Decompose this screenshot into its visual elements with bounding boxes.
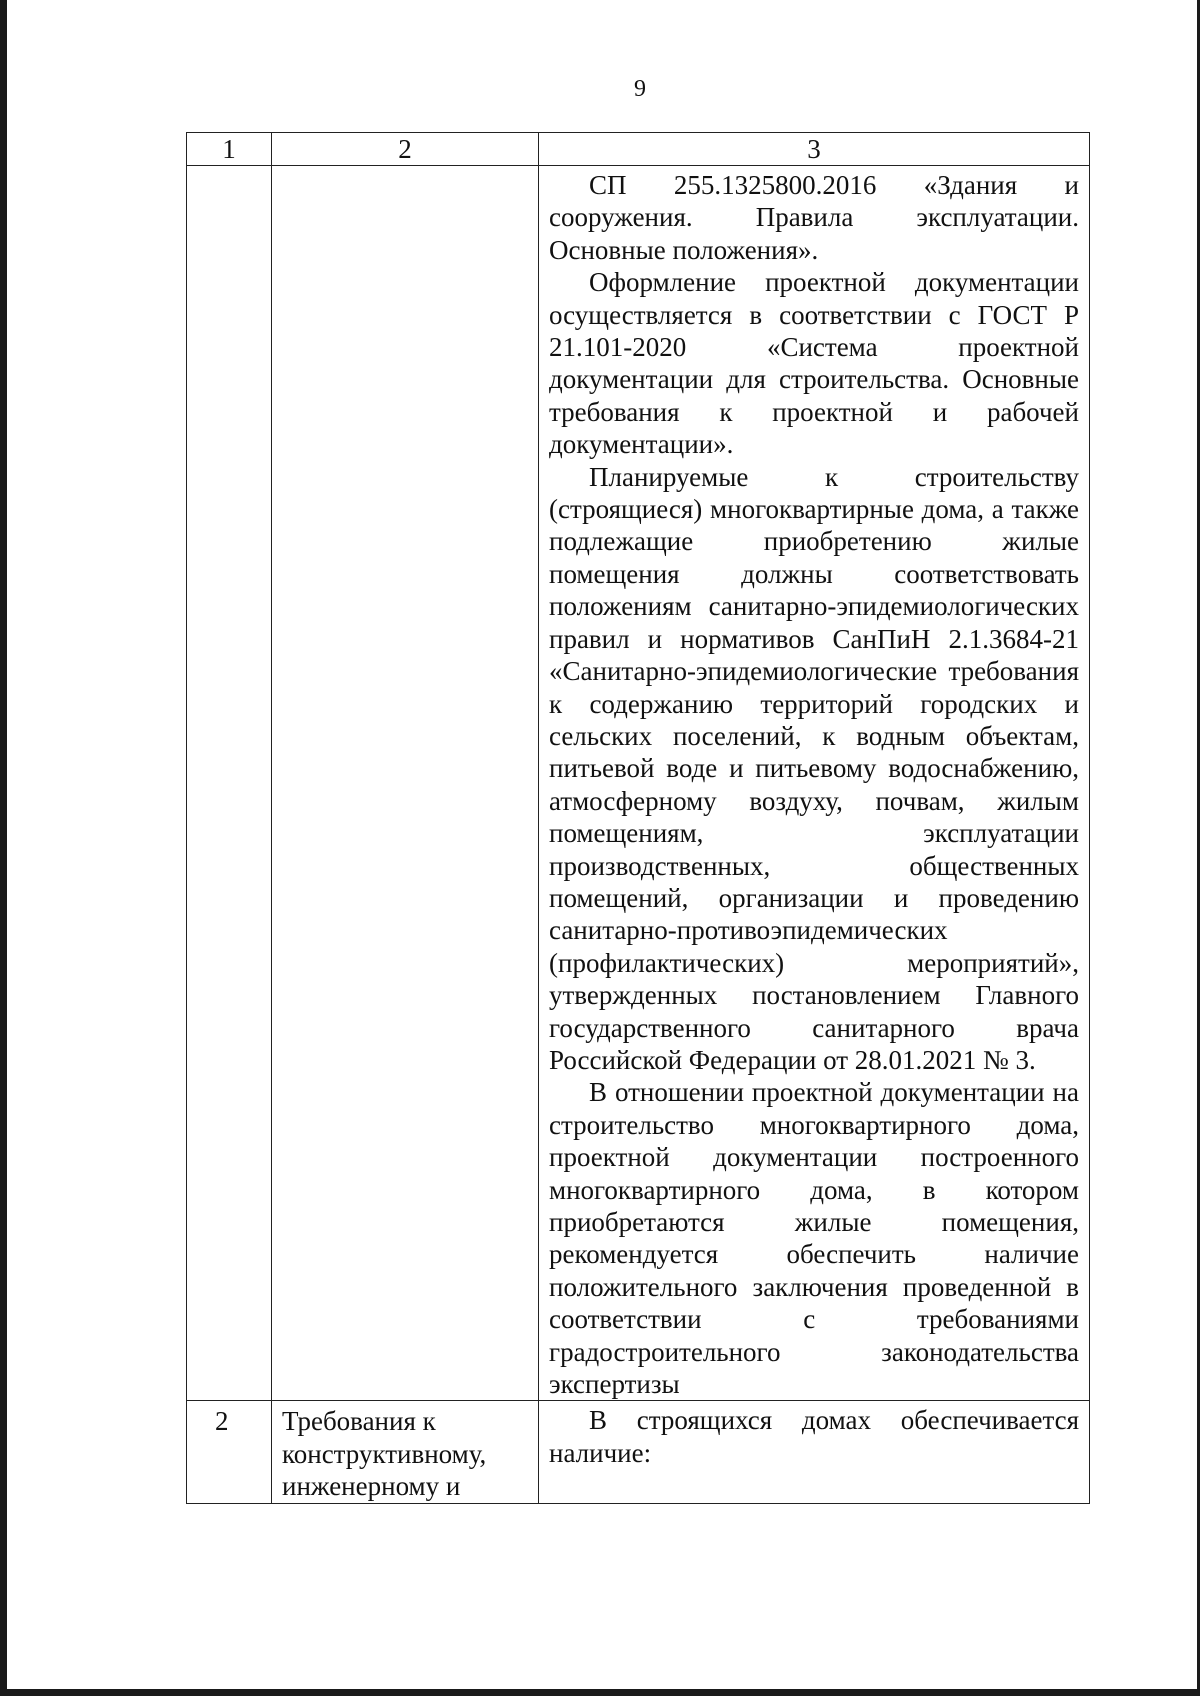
paragraph-sp-255: СП 255.1325800.2016 «Здания и сооружения. Правила эксплуатации. Основные положения». (549, 170, 1079, 265)
paragraph-expertise: В отношении проектной документации на строительство многоквартирного дома, проектной документации построенного многоквартирного дома, в котором приобретаются жилые помещения, рекомендуется обеспечить наличие положительного заключения проведенной в соответствии с требованиями градостроительного законодательства экспертизы (549, 1077, 1079, 1400)
table-row (187, 1401, 1090, 1503)
row2-number-cell (187, 1401, 272, 1503)
table-header-row (187, 133, 1090, 166)
scan-edge-bottom (0, 1689, 1200, 1696)
row1-number-cell (187, 166, 272, 1401)
row2-title: Требования к конструктивному, инженерному и (282, 1406, 487, 1502)
scan-edge-left (0, 0, 7, 1696)
paragraph-gost-21-101: Оформление проектной документации осуществляется в соответствии с ГОСТ Р 21.101-2020 «Система проектной документации для строительства. Основные требования к проектной и рабочей документации». (549, 267, 1079, 460)
paragraph-sanpin: Планируемые к строительству (строящиеся) многоквартирные дома, а также подлежащие приобретению жилые помещения должны соответствовать положениям санитарно-эпидемиологических правил и нормативов СанПиН 2.1.3684-21 «Санитарно-эпидемиологические требования к содержанию территорий городских и сельских поселений, к водным объектам, питьевой воде и питьевому водоснабжению, атмосферному воздуху, почвам, жилым помещениям, эксплуатации производственных, общественных помещений, организации и проведению санитарно-противоэпидемических (профилактических) мероприятий», утвержденных постановлением Главного государственного санитарного врача Российской Федерации от 28.01.2021 № 3. (549, 461, 1079, 1075)
header-col-3: 3 (539, 133, 1090, 166)
row2-number: 2 (215, 1406, 229, 1437)
row2-content-cell (539, 1401, 1090, 1503)
header-col-1: 1 (187, 133, 272, 166)
row2-title-cell (272, 1401, 539, 1503)
row1-content-cell (539, 166, 1090, 1401)
table-row (187, 166, 1090, 1401)
row1-title-cell (272, 166, 539, 1401)
requirements-table (186, 132, 1090, 1504)
header-col-2: 2 (272, 133, 539, 166)
paragraph-provision: В строящихся домах обеспечивается наличие: (549, 1405, 1079, 1468)
page-number: 9 (634, 76, 646, 102)
